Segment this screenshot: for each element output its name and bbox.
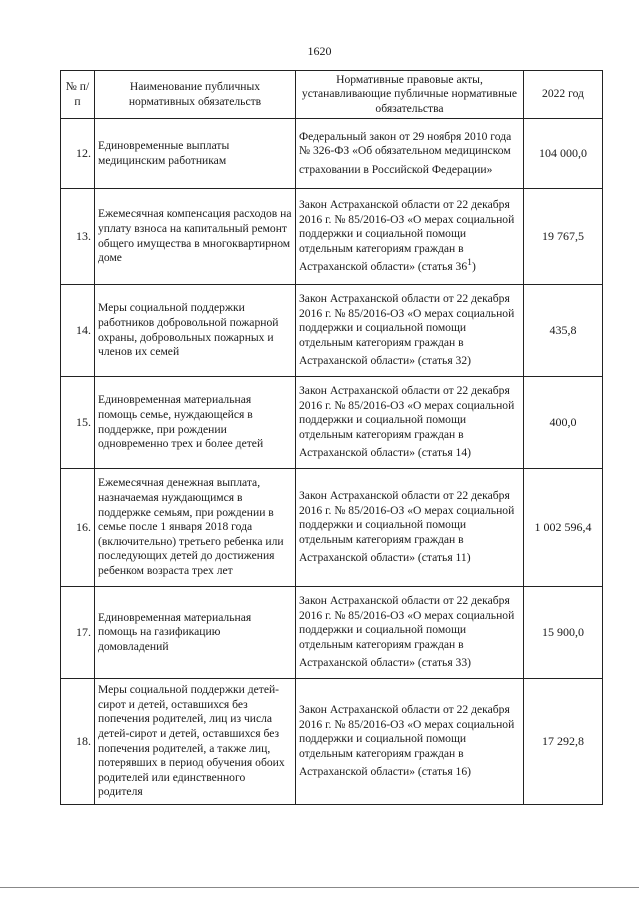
header-year: 2022 год xyxy=(524,71,603,119)
row-number: 18. xyxy=(61,679,95,805)
header-num: № п/п xyxy=(61,71,95,119)
obligation-name: Ежемесячная компенсация расходов на уплату взноса на капитальный ремонт общего имущества в многоквартирном доме xyxy=(95,189,296,285)
legal-act-text: Закон Астраханской области от 22 декабря 2016 г. № 85/2016-ОЗ «О мерах социальной поддержки и социальной помощи отдельным категориям граждан в Астраханской области» (статья 11) xyxy=(299,489,515,565)
table-row xyxy=(61,119,603,189)
legal-act xyxy=(296,119,524,189)
row-number: 15. xyxy=(61,377,95,469)
page-bottom-edge xyxy=(0,887,639,888)
row-number: 14. xyxy=(61,285,95,377)
amount-2022: 17 292,8 xyxy=(524,679,603,805)
legal-act xyxy=(296,189,524,285)
legal-act-text: Закон Астраханской области от 22 декабря 2016 г. № 85/2016-ОЗ «О мерах социальной поддержки и социальной помощи отдельным категориям граждан в Астраханской области» (статья 32) xyxy=(299,292,515,368)
amount-2022: 104 000,0 xyxy=(524,119,603,189)
legal-act-tail: ) xyxy=(471,260,476,274)
legal-act xyxy=(296,679,524,805)
legal-act-text: Федеральный закон от 29 ноября 2010 года № 326-ФЗ «Об обязательном медицинском страховании в Российской Федерации» xyxy=(299,129,512,176)
legal-act xyxy=(296,469,524,587)
legal-act xyxy=(296,587,524,679)
table-body xyxy=(61,119,603,805)
obligation-name: Меры социальной поддержки работников добровольной пожарной охраны, добровольных пожарных и членов их семей xyxy=(95,285,296,377)
amount-2022: 400,0 xyxy=(524,377,603,469)
amount-2022: 19 767,5 xyxy=(524,189,603,285)
legal-act-text: Закон Астраханской области от 22 декабря 2016 г. № 85/2016-ОЗ «О мерах социальной поддержки и социальной помощи отдельным категориям граждан в Астраханской области» (статья 33) xyxy=(299,594,515,670)
table-row xyxy=(61,469,603,587)
row-number: 13. xyxy=(61,189,95,285)
amount-2022: 15 900,0 xyxy=(524,587,603,679)
obligation-name: Единовременные выплаты медицинским работникам xyxy=(95,119,296,189)
obligation-name: Единовременная материальная помощь семье, нуждающейся в поддержке, при рождении одновременно трех и более детей xyxy=(95,377,296,469)
table-row xyxy=(61,377,603,469)
table-row xyxy=(61,285,603,377)
page-number: 1620 xyxy=(307,44,332,58)
legal-act xyxy=(296,285,524,377)
legal-act-text: Закон Астраханской области от 22 декабря 2016 г. № 85/2016-ОЗ «О мерах социальной поддержки и социальной помощи отдельным категориям граждан в Астраханской области» (статья 36 xyxy=(299,198,515,274)
row-number: 17. xyxy=(61,587,95,679)
obligations-table xyxy=(60,70,603,805)
table-row xyxy=(61,679,603,805)
legal-act-text: Закон Астраханской области от 22 декабря 2016 г. № 85/2016-ОЗ «О мерах социальной поддержки и социальной помощи отдельным категориям граждан в Астраханской области» (статья 16) xyxy=(299,703,515,779)
row-number: 16. xyxy=(61,469,95,587)
amount-2022: 435,8 xyxy=(524,285,603,377)
header-name: Наименование публичных нормативных обязательств xyxy=(95,71,296,119)
table-row xyxy=(61,587,603,679)
amount-2022: 1 002 596,4 xyxy=(524,469,603,587)
obligation-name: Единовременная материальная помощь на газификацию домовладений xyxy=(95,587,296,679)
obligation-name: Меры социальной поддержки детей-сирот и детей, оставшихся без попечения родителей, лиц из числа детей-сирот и детей, оставшихся без попечения родителей, а также лиц, потерявших в период обучения обоих родителей или единственного родителя xyxy=(95,679,296,805)
legal-act-superscript: 1 xyxy=(467,257,472,269)
row-number: 12. xyxy=(61,119,95,189)
legal-act xyxy=(296,377,524,469)
obligation-name: Ежемесячная денежная выплата, назначаемая нуждающимся в поддержке семьям, при рождении в семье после 1 января 2018 года (включительно) третьего ребенка или последующих детей до достижения ребенком возраста трех лет xyxy=(95,469,296,587)
table-row xyxy=(61,189,603,285)
header-acts: Нормативные правовые акты, устанавливающие публичные нормативные обязательства xyxy=(296,71,524,119)
table-header-row xyxy=(61,71,603,119)
legal-act-text: Закон Астраханской области от 22 декабря 2016 г. № 85/2016-ОЗ «О мерах социальной поддержки и социальной помощи отдельным категориям граждан в Астраханской области» (статья 14) xyxy=(299,384,515,460)
